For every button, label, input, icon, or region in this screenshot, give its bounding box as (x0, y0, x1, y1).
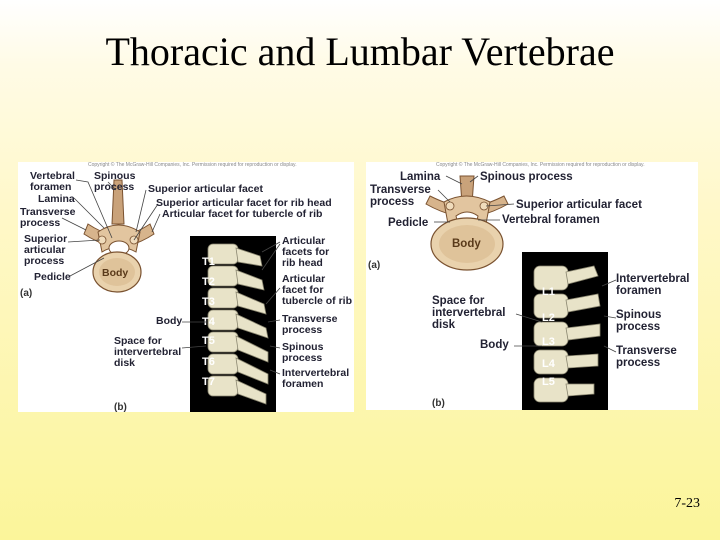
thoracic-panel (18, 162, 354, 412)
label-superior-articular-process: Superior articular process (24, 233, 68, 267)
label-space-intervertebral-disk: Space for intervertebral disk (432, 295, 506, 331)
label-transverse-process-lateral: Transverse process (282, 313, 338, 336)
label-superior-articular-facet: Superior articular facet (148, 183, 263, 195)
lumbar-panel (366, 162, 698, 410)
slide-title: Thoracic and Lumbar Vertebrae (105, 29, 615, 74)
label-transverse-process: Transverse process (20, 206, 76, 229)
label-transverse-process: Transverse process (370, 184, 431, 208)
label-spinous-process-lateral: Spinous process (616, 309, 662, 333)
label-intervertebral-foramen: Intervertebral foramen (616, 273, 690, 297)
label-facet-tubercle-rib: Articular facet for tubercle of rib (162, 208, 323, 220)
subfigure-label-b: (b) (114, 402, 127, 413)
label-pedicle: Pedicle (388, 217, 429, 229)
label-body-lateral: Body (480, 339, 509, 351)
subfigure-label-b: (b) (432, 398, 445, 409)
label-spinous-process-lateral: Spinous process (282, 341, 324, 364)
thoracic-copyright: Copyright © The McGraw-Hill Companies, Inc. Permission required for reproduction or display. (88, 162, 297, 168)
vertebra-label-t5: T5 (202, 335, 215, 347)
lumbar-copyright: Copyright © The McGraw-Hill Companies, Inc. Permission required for reproduction or display. (436, 162, 645, 168)
label-space-intervertebral-disk: Space for intervertebral disk (114, 335, 182, 369)
vertebra-label-l4: L4 (542, 358, 555, 370)
vertebra-label-l3: L3 (542, 336, 555, 348)
label-body-lateral: Body (156, 315, 183, 327)
vertebra-label-t3: T3 (202, 296, 215, 308)
page-number: 7-23 (674, 496, 700, 511)
label-superior-articular-facet: Superior articular facet (516, 199, 642, 211)
label-spinous-process: Spinous process (94, 170, 136, 193)
label-transverse-process-lateral: Transverse process (616, 345, 677, 369)
vertebra-label-t6: T6 (202, 356, 215, 368)
vertebra-label-t4: T4 (202, 316, 215, 328)
vertebra-label-l5: L5 (542, 376, 555, 388)
label-vertebral-foramen: Vertebral foramen (30, 170, 75, 193)
label-lamina: Lamina (38, 193, 75, 205)
label-superior-facet-rib-head: Superior articular facet for rib head (156, 197, 332, 209)
subfigure-label-a: (a) (368, 260, 381, 271)
label-lamina: Lamina (400, 171, 441, 183)
label-body-superior: Body (452, 238, 481, 250)
subfigure-label-a: (a) (20, 288, 33, 299)
label-articular-facet-tubercle: Articular facet for tubercle of rib (282, 273, 353, 307)
vertebra-label-t7: T7 (202, 376, 215, 388)
vertebra-label-l2: L2 (542, 312, 555, 324)
label-vertebral-foramen: Vertebral foramen (502, 214, 600, 226)
label-pedicle: Pedicle (34, 271, 71, 283)
vertebra-label-t2: T2 (202, 276, 215, 288)
label-articular-facets-rib-head: Articular facets for rib head (282, 235, 330, 269)
label-spinous-process: Spinous process (480, 171, 573, 183)
vertebra-label-t1: T1 (202, 256, 215, 268)
label-body-superior: Body (102, 267, 129, 279)
vertebra-label-l1: L1 (542, 286, 555, 298)
label-intervertebral-foramen: Intervertebral foramen (282, 367, 350, 390)
